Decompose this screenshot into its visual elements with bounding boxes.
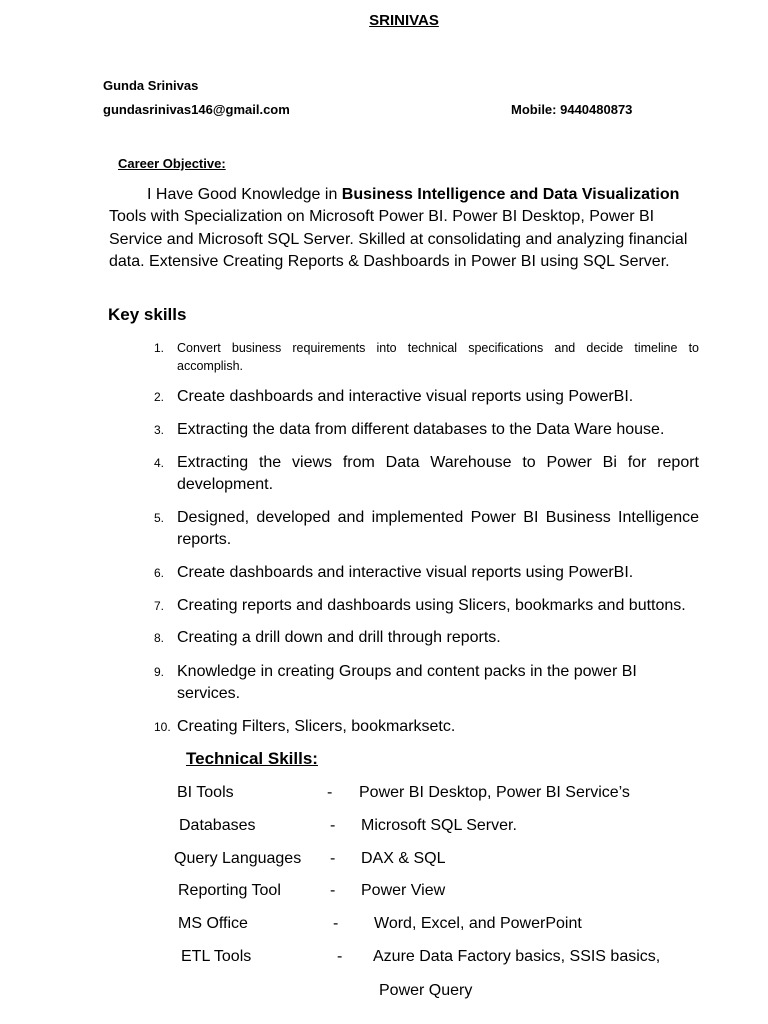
skill-label: MS Office [178, 915, 248, 932]
skill-dash: - [327, 784, 333, 801]
list-number: 10. [154, 720, 171, 734]
list-number: 9. [154, 665, 165, 679]
skill-value: Microsoft SQL Server. [361, 817, 517, 834]
skill-value: Power BI Desktop, Power BI Service’s [359, 784, 630, 801]
career-objective-heading: Career Objective: [118, 156, 226, 171]
list-number: 2. [154, 390, 165, 404]
list-text: Creating a drill down and drill through reports. [177, 629, 501, 646]
list-number: 6. [154, 566, 165, 580]
skill-label: Databases [179, 817, 256, 834]
contact-mobile: Mobile: 9440480873 [511, 102, 633, 117]
list-number: 8. [154, 631, 165, 645]
list-number: 1. [154, 341, 165, 355]
list-number: 5. [154, 511, 165, 525]
skill-label: ETL Tools [181, 948, 252, 965]
list-number: 7. [154, 599, 165, 613]
key-skills-heading: Key skills [108, 305, 187, 324]
list-text: Creating reports and dashboards using Slicers, bookmarks and buttons. [177, 597, 686, 614]
skill-dash: - [330, 850, 336, 867]
objective-rest: Tools with Specialization on Microsoft Power BI. Power BI Desktop, Power BI Service and Microsoft SQL Server. Skilled at consolidating and analyzing financial data. Extensive Creating Reports & Dashboards in Power BI using SQL Server. [109, 208, 688, 270]
list-text: Convert business requirements into technical specifications and decide timeline to accomplish. [177, 341, 699, 373]
skill-value: Azure Data Factory basics, SSIS basics, [373, 948, 661, 965]
skill-value: Power View [361, 882, 446, 899]
list-text: Extracting the views from Data Warehouse to Power Bi for report development. [177, 454, 699, 493]
document-title: SRINIVAS [369, 12, 439, 29]
list-text: Create dashboards and interactive visual reports using PowerBI. [177, 388, 634, 405]
skill-dash: - [330, 882, 336, 899]
skill-value: Word, Excel, and PowerPoint [374, 915, 582, 932]
skill-dash: - [330, 817, 336, 834]
skill-label: Reporting Tool [178, 882, 281, 899]
career-objective-text [109, 184, 699, 273]
technical-skills-heading: Technical Skills: [186, 749, 318, 768]
list-text: Designed, developed and implemented Power BI Business Intelligence reports. [177, 509, 699, 548]
contact-name: Gunda Srinivas [103, 78, 199, 93]
skill-dash: - [337, 948, 343, 965]
objective-intro: I Have Good Knowledge in [147, 186, 342, 203]
list-number: 3. [154, 423, 165, 437]
objective-bold: Business Intelligence and Data Visualization [341, 186, 680, 203]
skill-label: Query Languages [174, 850, 302, 867]
list-text: Knowledge in creating Groups and content packs in the power BI services. [177, 663, 637, 702]
contact-email: gundasrinivas146@gmail.com [103, 102, 290, 117]
skill-value: DAX & SQL [361, 850, 446, 867]
list-number: 4. [154, 456, 165, 470]
skill-label: BI Tools [177, 784, 234, 801]
skill-value-continuation: Power Query [379, 982, 473, 999]
list-text: Extracting the data from different databases to the Data Ware house. [177, 421, 665, 438]
list-text: Creating Filters, Slicers, bookmarksetc. [177, 718, 456, 735]
list-text: Create dashboards and interactive visual reports using PowerBI. [177, 564, 634, 581]
skill-dash: - [333, 915, 339, 932]
